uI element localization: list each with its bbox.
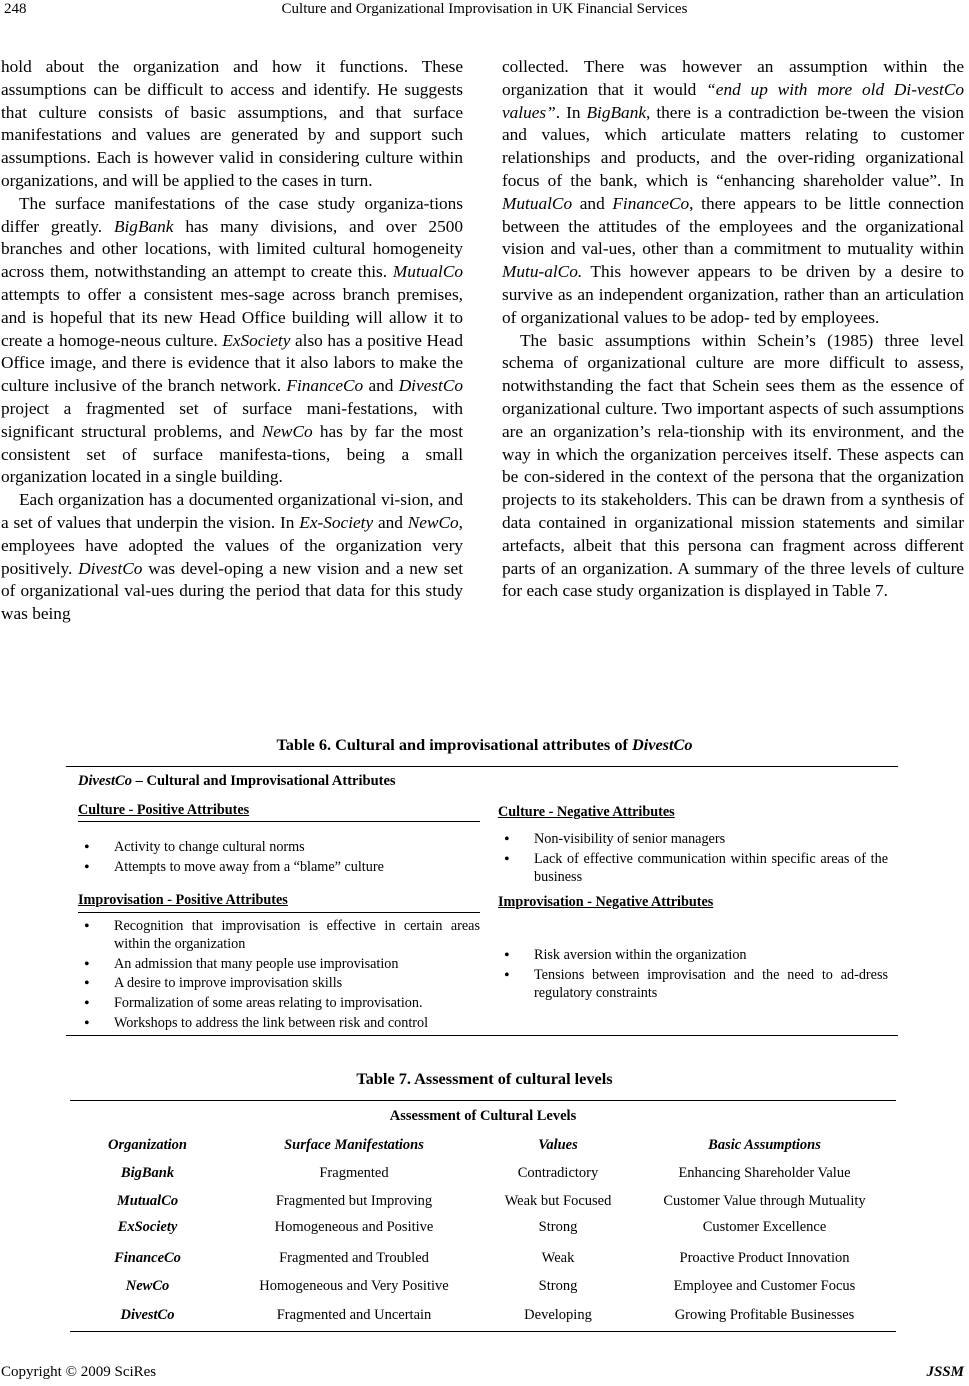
text-run: also has a positive Head Office image, and there is evidence that it also labors to make the culture inclusive of the branch network. — [1, 330, 463, 396]
table-cell: Contradictory — [517, 1165, 599, 1181]
table-cell: Homogeneous and Positive — [274, 1219, 434, 1235]
text-run: project a fragmented set of surface mani-festations, with significant structural problems, and — [1, 398, 463, 441]
text-run: and — [373, 512, 408, 532]
table-cell: Fragmented and Troubled — [279, 1250, 429, 1266]
table-row — [70, 1193, 896, 1213]
text-run: collected. There was however an assumption within the organization that it would — [502, 57, 964, 99]
italic-text: Ex-Society — [299, 512, 374, 532]
table-7-title: Table 7. Assessment of cultural levels — [356, 1069, 613, 1088]
table-6-header: DivestCo – Cultural and Improvisational Attributes — [78, 773, 396, 789]
organization-cell: BigBank — [120, 1165, 175, 1181]
improvisation-negative-list — [498, 947, 888, 1004]
running-title: Culture and Organizational Improvisation in UK Financial Services — [281, 1, 688, 17]
list-item: • Lack of effective communication within specific areas of the business — [498, 851, 888, 887]
paragraph — [502, 56, 964, 330]
divider — [78, 821, 480, 822]
italic-text: NewCo — [407, 512, 459, 532]
culture-positive-list — [78, 839, 480, 879]
culture-positive-heading: Culture - Positive Attributes — [78, 802, 250, 818]
organization-cell: MutualCo — [116, 1193, 179, 1209]
table-6-title: Table 6. Cultural and improvisational attributes of DivestCo — [276, 735, 693, 754]
table-7-header-row — [70, 1137, 896, 1157]
organization-cell: ExSociety — [117, 1219, 178, 1235]
table-row — [70, 1307, 896, 1327]
text-run: This however appears to be driven by a desire to survive as an independent organization, rather than an articulation of organizational values to be adop- ted by employees. — [502, 262, 964, 327]
table-row — [70, 1165, 896, 1185]
italic-text: ExSociety — [222, 330, 291, 350]
table-cell: Employee and Customer Focus — [673, 1278, 856, 1294]
organization-cell: DivestCo — [120, 1307, 175, 1323]
page-number: 248 — [4, 1, 27, 17]
column-header: Organization — [108, 1137, 187, 1153]
list-item: • Workshops to address the link between risk and control — [78, 1015, 480, 1033]
improvisation-negative-heading: Improvisation - Negative Attributes — [498, 894, 714, 910]
table-cell: Growing Profitable Businesses — [674, 1307, 855, 1323]
table-cell: Weak — [541, 1250, 575, 1266]
text-run: , employees have adopted the values of the organization very positively. — [1, 512, 463, 578]
table-cell: Strong — [538, 1278, 578, 1294]
text-run: , there is a contradiction be-tween the vision and values, which articulate matters relating to customer relationships and products, and the over-riding organizational focus of the bank, which is “enhancing shareholder value”. In — [502, 102, 964, 190]
body-column-right — [502, 56, 964, 603]
text-run: , there appears to be little connection between the attitudes of the employees and the organizational vision and val-ues, other than a commitment to mutuality within — [502, 193, 964, 259]
italic-text: FinanceCo — [286, 376, 364, 396]
text-run: Each organization has a documented organizational vi-sion, and a set of values that underpin the vision. In — [1, 490, 463, 532]
text-run: was devel-oping a new vision and a new set of organizational val-ues during the period that data for this study was being — [1, 558, 463, 624]
italic-text: “end up with more old Di-vestCo values” — [502, 79, 965, 122]
text-run: . In — [555, 102, 587, 122]
page-header — [0, 0, 969, 24]
table-row — [70, 1219, 896, 1239]
divider — [78, 912, 480, 913]
text-run: has by far the most consistent set of surface manifesta-tions, being a small organization located in a single building. — [1, 421, 464, 487]
paragraph — [1, 56, 463, 193]
column-header: Basic Assumptions — [708, 1137, 821, 1153]
table-cell: Fragmented but Improving — [275, 1193, 433, 1209]
list-item: • Attempts to move away from a “blame” culture — [78, 859, 480, 877]
text-run: hold about the organization and how it functions. These assumptions can be difficult to access and identify. He suggests that culture consists of basic assumptions, and that surface manifestations and values are generated by and support such assumptions. Each is however valid in considering culture within organizations, and will be applied to the cases in turn. — [1, 57, 463, 190]
list-item: • An admission that many people use improvisation — [78, 956, 480, 974]
text-run: attempts to offer a consistent mes-sage across branch premises, and is hopeful that its new Head Office building will allow it to create a homoge-neous culture. — [1, 284, 463, 350]
list-item: • Recognition that improvisation is effective in certain areas within the organization — [78, 918, 480, 954]
list-item: • Formalization of some areas relating to improvisation. — [78, 995, 480, 1013]
improvisation-positive-list — [78, 918, 480, 1035]
italic-text: Mutu-alCo. — [502, 262, 583, 282]
table-cell: Homogeneous and Very Positive — [259, 1278, 449, 1294]
improvisation-positive-heading: Improvisation - Positive Attributes — [78, 892, 288, 908]
paragraph — [1, 193, 463, 489]
italic-text: MutualCo — [502, 193, 573, 213]
italic-text: NewCo — [261, 421, 313, 441]
italic-text: MutualCo — [392, 262, 463, 282]
table-row — [70, 1278, 896, 1298]
culture-negative-list — [498, 831, 888, 888]
text-run: and — [572, 193, 613, 213]
text-run: and — [363, 376, 399, 396]
table-cell: Enhancing Shareholder Value — [678, 1165, 851, 1181]
culture-negative-heading: Culture - Negative Attributes — [498, 804, 675, 820]
table-row — [70, 1250, 896, 1270]
table-cell: Proactive Product Innovation — [679, 1250, 850, 1266]
organization-cell: NewCo — [125, 1278, 170, 1294]
italic-text: DivestCo — [78, 558, 143, 578]
table-cell: Developing — [524, 1307, 592, 1323]
organization-cell: FinanceCo — [114, 1250, 181, 1266]
journal-name: JSSM — [926, 1364, 964, 1380]
paragraph — [1, 489, 463, 626]
list-item: • A desire to improve improvisation skills — [78, 975, 480, 993]
italic-text: BigBank — [586, 102, 647, 122]
table-6 — [66, 766, 898, 1036]
list-item: • Non-visibility of senior managers — [498, 831, 888, 849]
table-cell: Strong — [538, 1219, 578, 1235]
table-cell: Customer Value through Mutuality — [663, 1193, 866, 1209]
italic-text: DivestCo — [398, 376, 464, 396]
list-item: • Risk aversion within the organization — [498, 947, 888, 965]
table-7 — [70, 1100, 896, 1332]
copyright: Copyright © 2009 SciRes — [1, 1364, 157, 1380]
paragraph — [502, 330, 964, 604]
table-cell: Fragmented and Uncertain — [276, 1307, 432, 1323]
column-header: Values — [538, 1137, 578, 1153]
text-run: The basic assumptions within Schein’s (1985) three level schema of organizational culture are more difficult to assess, notwithstanding the fact that Schein sees them as the essence of organizational culture. Two important aspects of such assumptions are an organization’s rela-tionship with its environment, and the way in which the organization perceives itself. These aspects can be con-sidered in the context of the persona that the organization projects to its stakeholders. This can be drawn from a synthesis of data contained in organizational mission statements and similar artefacts, albeit that this persona can fragment across different parts of an organization. A summary of the three levels of culture for each case study organization is displayed in Table 7. — [502, 330, 964, 601]
table-cell: Fragmented — [319, 1165, 389, 1181]
list-item: • Activity to change cultural norms — [78, 839, 480, 857]
table-7-caption: Assessment of Cultural Levels — [389, 1108, 577, 1124]
body-column-left — [1, 56, 463, 626]
list-item: • Tensions between improvisation and the need to ad-dress regulatory constraints — [498, 967, 888, 1003]
table-cell: Customer Excellence — [702, 1219, 827, 1235]
column-header: Surface Manifestations — [284, 1137, 424, 1153]
text-run: The surface manifestations of the case study organiza-tions differ greatly. — [1, 193, 463, 236]
italic-text: FinanceCo — [612, 193, 690, 213]
text-run: has many divisions, and over 2500 branches and other locations, with limited cultural homogeneity across them, notwithstanding an attempt to create this. — [1, 216, 463, 282]
table-cell: Weak but Focused — [504, 1193, 612, 1209]
italic-text: BigBank — [113, 216, 174, 236]
